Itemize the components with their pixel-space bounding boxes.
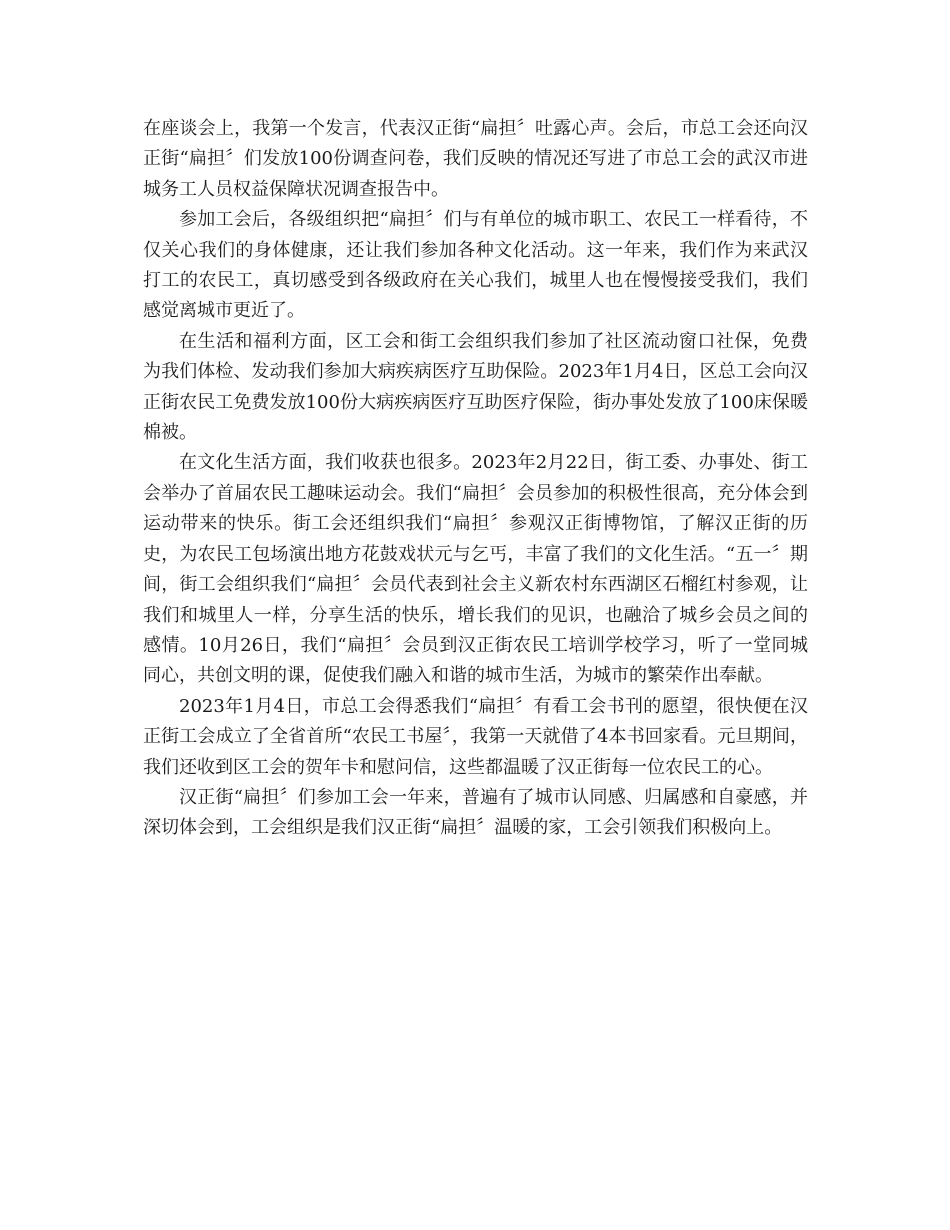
document-body — [143, 114, 808, 844]
paragraph-3: 在生活和福利方面，区工会和街工会组织我们参加了社区流动窗口社保，免费为我们体检、发动我们参加大病疾病医疗互助保险。2023年1月4日，区总工会向汉正街农民工免费发放100份大病疾病医疗互助医疗保险，街办事处发放了100床保暖棉被。 — [143, 330, 808, 444]
paragraph-6: 汉正街“扁担〞们参加工会一年来，普遍有了城市认同感、归属感和自豪感，并深切体会到，工会组织是我们汉正街“扁担〞温暖的家，工会引领我们积极向上。 — [143, 786, 808, 839]
paragraph-2: 参加工会后，各级组织把“扁担〞们与有单位的城市职工、农民工一样看待，不仅关心我们的身体健康，还让我们参加各种文化活动。这一年来，我们作为来武汉打工的农民工，真切感受到各级政府在关心我们，城里人也在慢慢接受我们，我们感觉离城市更近了。 — [143, 209, 808, 322]
paragraph-4: 在文化生活方面，我们收获也很多。2023年2月22日，街工委、办事处、街工会举办了首届农民工趣味运动会。我们“扁担〞会员参加的积极性很高，充分体会到运动带来的快乐。街工会还组织我们“扁担〞参观汉正街博物馆，了解汉正街的历史，为农民工包场演出地方花鼓戏状元与乞丐，丰富了我们的文化生活。“五一〞期间，街工会组织我们“扁担〞会员代表到社会主义新农村东西湖区石榴红村参观，让我们和城里人一样，分享生活的快乐，增长我们的见识，也融洽了城乡会员之间的感情。10月26日，我们“扁担〞会员到汉正街农民工培训学校学习，听了一堂同城同心，共创文明的课，促使我们融入和谐的城市生活，为城市的繁荣作出奉献。 — [143, 452, 808, 687]
paragraph-5: 2023年1月4日，市总工会得悉我们“扁担〞有看工会书刊的愿望，很快便在汉正街工会成立了全省首所“农民工书屋〞，我第一天就借了4本书回家看。元旦期间，我们还收到区工会的贺年卡和慰问信，这些都温暖了汉正街每一位农民工的心。 — [143, 695, 808, 778]
paragraph-1: 在座谈会上，我第一个发言，代表汉正街“扁担〞吐露心声。会后，市总工会还向汉正街“扁担〞们发放100份调查问卷，我们反映的情况还写进了市总工会的武汉市进城务工人员权益保障状况调查报告中。 — [143, 118, 808, 200]
